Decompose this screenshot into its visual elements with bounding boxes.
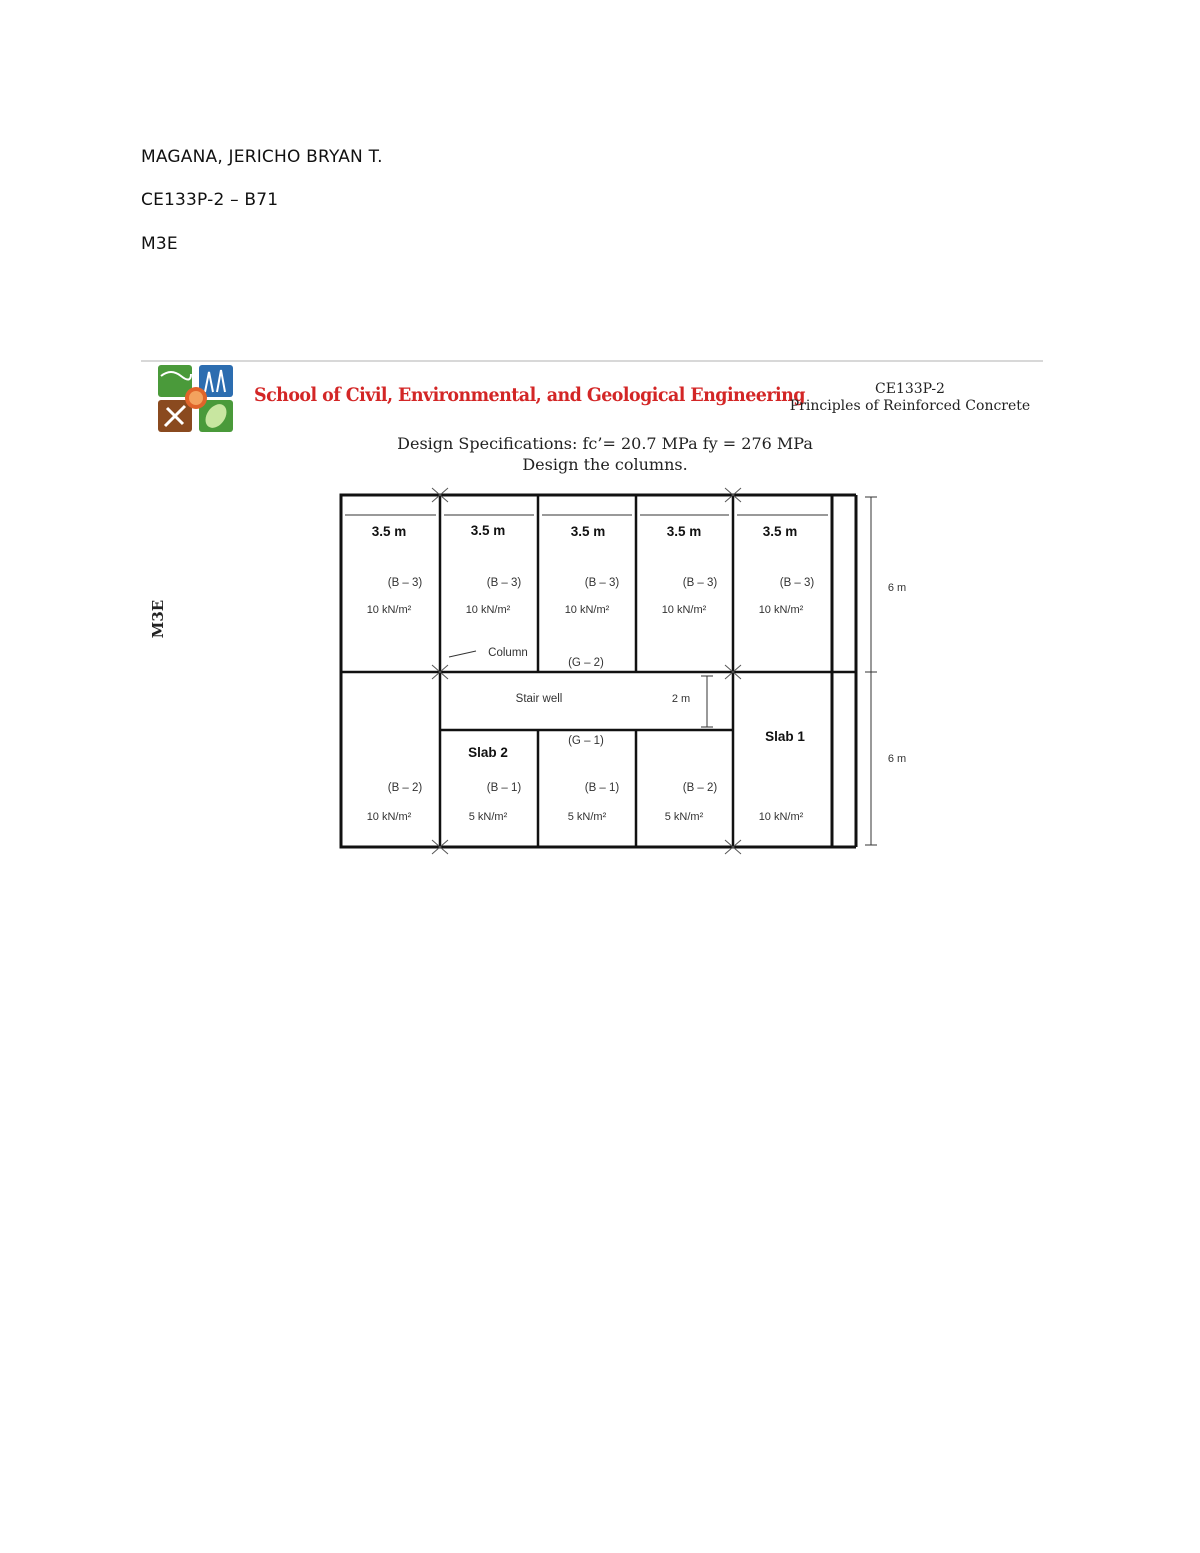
school-logo: [155, 362, 237, 434]
stair-dimension: [701, 676, 713, 727]
span-label: 3.5 m: [762, 524, 798, 539]
beam-label: (B – 3): [486, 577, 522, 589]
slab-2-label: Slab 2: [468, 745, 508, 760]
girder-label-top: (G – 2): [568, 657, 604, 669]
school-title: School of Civil, Environmental, and Geological Engineering: [254, 384, 805, 406]
task-code: M3E: [141, 234, 178, 254]
student-name: MAGANA, JERICHO BRYAN T.: [141, 147, 383, 167]
stair-dimension-label: 2 m: [671, 693, 691, 705]
column-leader: [449, 651, 476, 657]
beam-label: (B – 3): [387, 577, 423, 589]
load-label: 5 kN/m²: [664, 811, 704, 823]
load-label: 10 kN/m²: [465, 604, 511, 616]
load-label: 5 kN/m²: [468, 811, 508, 823]
spec-line-1: Design Specifications: fc’= 20.7 MPa fy = 276 MPa: [397, 434, 813, 453]
spec-line-2: Design the columns.: [522, 455, 688, 474]
beam-label: (B – 3): [779, 577, 815, 589]
load-label: 10 kN/m²: [366, 604, 412, 616]
beam-label: (B – 1): [486, 782, 522, 794]
dimension-top-label: 6 m: [887, 582, 907, 594]
side-tag: M3E: [149, 599, 167, 639]
slab-1-label: Slab 1: [765, 729, 805, 744]
load-label: 10 kN/m²: [564, 604, 610, 616]
load-label: 10 kN/m²: [661, 604, 707, 616]
stair-well-label: Stair well: [515, 693, 563, 705]
course-name: Principles of Reinforced Concrete: [789, 398, 1031, 414]
span-label: 3.5 m: [470, 523, 506, 538]
load-label: 10 kN/m²: [758, 604, 804, 616]
beam-label: (B – 2): [387, 782, 423, 794]
floor-plan: [280, 486, 920, 856]
sheet-top-rule: [141, 360, 1043, 362]
course-info: [780, 381, 1040, 415]
beam-label: (B – 3): [584, 577, 620, 589]
girder-label-bottom: (G – 1): [568, 735, 604, 747]
course-code: CE133P-2: [875, 381, 945, 397]
overall-dimensions: [865, 497, 877, 845]
beam-label: (B – 3): [682, 577, 718, 589]
beam-label: (B – 1): [584, 782, 620, 794]
load-label: 10 kN/m²: [366, 811, 412, 823]
design-specifications: [380, 433, 830, 475]
beam-label: (B – 2): [682, 782, 718, 794]
span-label: 3.5 m: [570, 524, 606, 539]
dimension-bottom-label: 6 m: [887, 753, 907, 765]
load-label: 10 kN/m²: [758, 811, 804, 823]
span-label: 3.5 m: [666, 524, 702, 539]
course-section: CE133P-2 – B71: [141, 190, 279, 210]
span-label: 3.5 m: [371, 524, 407, 539]
load-label: 5 kN/m²: [567, 811, 607, 823]
column-label: Column: [488, 647, 528, 659]
